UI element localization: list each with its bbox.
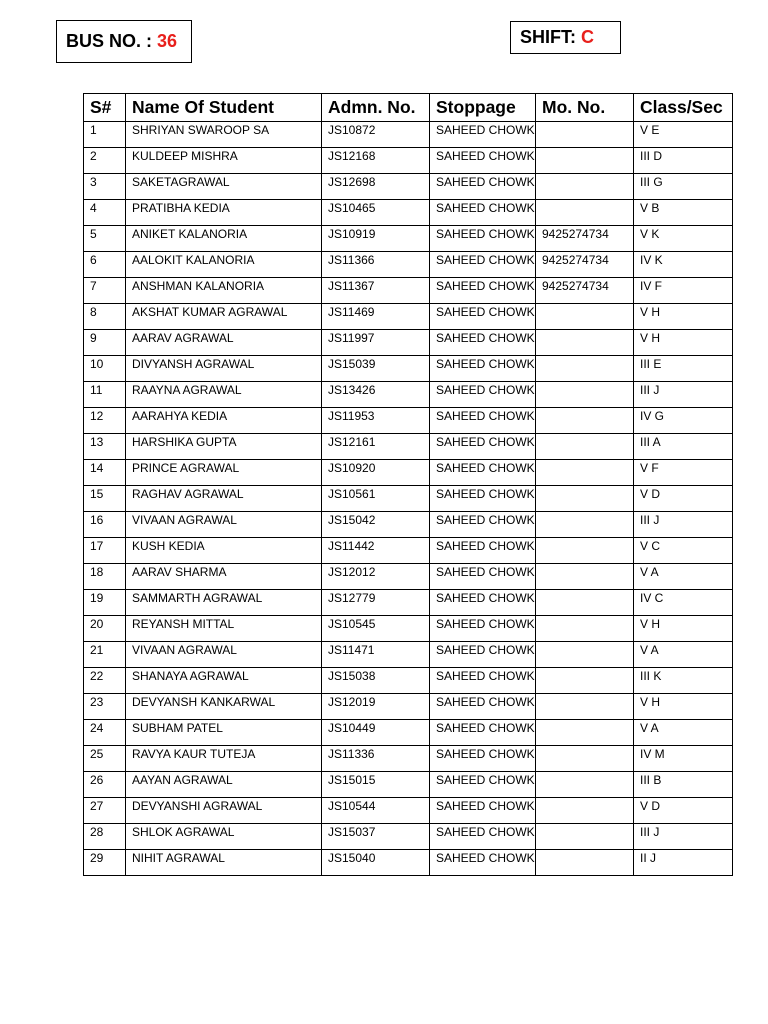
name-cell: SAMMARTH AGRAWAL xyxy=(126,590,322,616)
mobile-no-cell xyxy=(536,798,634,824)
mobile-no-cell xyxy=(536,564,634,590)
table-row xyxy=(84,382,733,408)
table-row xyxy=(84,694,733,720)
admission-no-cell: JS10545 xyxy=(322,616,430,642)
header-name: Name Of Student xyxy=(126,94,322,122)
mobile-no-cell xyxy=(536,122,634,148)
mobile-no-cell xyxy=(536,824,634,850)
name-cell: AARAHYA KEDIA xyxy=(126,408,322,434)
stoppage-cell: SAHEED CHOWK xyxy=(430,226,536,252)
table-row xyxy=(84,434,733,460)
admission-no-cell: JS10561 xyxy=(322,486,430,512)
serial-cell: 8 xyxy=(84,304,126,330)
table-row xyxy=(84,512,733,538)
mobile-no-cell xyxy=(536,720,634,746)
mobile-no-cell: 9425274734 xyxy=(536,252,634,278)
admission-no-cell: JS10919 xyxy=(322,226,430,252)
admission-no-cell: JS11366 xyxy=(322,252,430,278)
name-cell: ANSHMAN KALANORIA xyxy=(126,278,322,304)
class-sec-cell: IV F xyxy=(634,278,733,304)
class-sec-cell: V B xyxy=(634,200,733,226)
serial-cell: 24 xyxy=(84,720,126,746)
table-row xyxy=(84,590,733,616)
class-sec-cell: III K xyxy=(634,668,733,694)
admission-no-cell: JS12698 xyxy=(322,174,430,200)
class-sec-cell: V F xyxy=(634,460,733,486)
student-table xyxy=(83,93,733,876)
admission-no-cell: JS11442 xyxy=(322,538,430,564)
serial-cell: 18 xyxy=(84,564,126,590)
name-cell: VIVAAN AGRAWAL xyxy=(126,512,322,538)
admission-no-cell: JS15042 xyxy=(322,512,430,538)
table-row xyxy=(84,564,733,590)
class-sec-cell: III G xyxy=(634,174,733,200)
table-row xyxy=(84,720,733,746)
name-cell: ANIKET KALANORIA xyxy=(126,226,322,252)
serial-cell: 15 xyxy=(84,486,126,512)
serial-cell: 3 xyxy=(84,174,126,200)
mobile-no-cell xyxy=(536,148,634,174)
class-sec-cell: V C xyxy=(634,538,733,564)
header-admission-no: Admn. No. xyxy=(322,94,430,122)
bus-number-label: BUS NO. : xyxy=(66,31,153,51)
class-sec-cell: V D xyxy=(634,486,733,512)
serial-cell: 29 xyxy=(84,850,126,876)
name-cell: SHANAYA AGRAWAL xyxy=(126,668,322,694)
mobile-no-cell xyxy=(536,746,634,772)
name-cell: NIHIT AGRAWAL xyxy=(126,850,322,876)
table-row xyxy=(84,772,733,798)
serial-cell: 16 xyxy=(84,512,126,538)
stoppage-cell: SAHEED CHOWK xyxy=(430,772,536,798)
serial-cell: 14 xyxy=(84,460,126,486)
class-sec-cell: V H xyxy=(634,616,733,642)
mobile-no-cell xyxy=(536,616,634,642)
serial-cell: 4 xyxy=(84,200,126,226)
stoppage-cell: SAHEED CHOWK xyxy=(430,200,536,226)
mobile-no-cell xyxy=(536,772,634,798)
admission-no-cell: JS15037 xyxy=(322,824,430,850)
header-serial: S# xyxy=(84,94,126,122)
admission-no-cell: JS11953 xyxy=(322,408,430,434)
table-row xyxy=(84,200,733,226)
mobile-no-cell xyxy=(536,668,634,694)
serial-cell: 11 xyxy=(84,382,126,408)
admission-no-cell: JS12779 xyxy=(322,590,430,616)
admission-no-cell: JS15040 xyxy=(322,850,430,876)
name-cell: RAGHAV AGRAWAL xyxy=(126,486,322,512)
serial-cell: 13 xyxy=(84,434,126,460)
stoppage-cell: SAHEED CHOWK xyxy=(430,148,536,174)
name-cell: HARSHIKA GUPTA xyxy=(126,434,322,460)
serial-cell: 21 xyxy=(84,642,126,668)
serial-cell: 1 xyxy=(84,122,126,148)
class-sec-cell: IV K xyxy=(634,252,733,278)
class-sec-cell: III E xyxy=(634,356,733,382)
stoppage-cell: SAHEED CHOWK xyxy=(430,824,536,850)
stoppage-cell: SAHEED CHOWK xyxy=(430,538,536,564)
class-sec-cell: V D xyxy=(634,798,733,824)
class-sec-cell: V E xyxy=(634,122,733,148)
name-cell: RAVYA KAUR TUTEJA xyxy=(126,746,322,772)
name-cell: KULDEEP MISHRA xyxy=(126,148,322,174)
class-sec-cell: III B xyxy=(634,772,733,798)
table-row xyxy=(84,252,733,278)
mobile-no-cell xyxy=(536,486,634,512)
stoppage-cell: SAHEED CHOWK xyxy=(430,252,536,278)
stoppage-cell: SAHEED CHOWK xyxy=(430,746,536,772)
name-cell: VIVAAN AGRAWAL xyxy=(126,642,322,668)
class-sec-cell: III J xyxy=(634,824,733,850)
serial-cell: 20 xyxy=(84,616,126,642)
mobile-no-cell xyxy=(536,538,634,564)
name-cell: AARAV AGRAWAL xyxy=(126,330,322,356)
serial-cell: 10 xyxy=(84,356,126,382)
name-cell: AALOKIT KALANORIA xyxy=(126,252,322,278)
class-sec-cell: V A xyxy=(634,720,733,746)
class-sec-cell: V A xyxy=(634,564,733,590)
stoppage-cell: SAHEED CHOWK xyxy=(430,512,536,538)
table-row xyxy=(84,122,733,148)
mobile-no-cell xyxy=(536,408,634,434)
class-sec-cell: II J xyxy=(634,850,733,876)
class-sec-cell: V K xyxy=(634,226,733,252)
shift-label: SHIFT: xyxy=(520,27,576,47)
mobile-no-cell xyxy=(536,330,634,356)
admission-no-cell: JS11336 xyxy=(322,746,430,772)
serial-cell: 27 xyxy=(84,798,126,824)
stoppage-cell: SAHEED CHOWK xyxy=(430,408,536,434)
table-row xyxy=(84,304,733,330)
class-sec-cell: V H xyxy=(634,304,733,330)
table-row xyxy=(84,330,733,356)
table-row xyxy=(84,824,733,850)
serial-cell: 17 xyxy=(84,538,126,564)
table-row xyxy=(84,226,733,252)
table-row xyxy=(84,850,733,876)
shift-value: C xyxy=(581,27,594,47)
serial-cell: 6 xyxy=(84,252,126,278)
mobile-no-cell xyxy=(536,590,634,616)
serial-cell: 2 xyxy=(84,148,126,174)
admission-no-cell: JS12019 xyxy=(322,694,430,720)
stoppage-cell: SAHEED CHOWK xyxy=(430,434,536,460)
admission-no-cell: JS10449 xyxy=(322,720,430,746)
stoppage-cell: SAHEED CHOWK xyxy=(430,174,536,200)
class-sec-cell: V H xyxy=(634,330,733,356)
admission-no-cell: JS12168 xyxy=(322,148,430,174)
stoppage-cell: SAHEED CHOWK xyxy=(430,590,536,616)
table-row xyxy=(84,408,733,434)
class-sec-cell: V A xyxy=(634,642,733,668)
admission-no-cell: JS12161 xyxy=(322,434,430,460)
name-cell: AKSHAT KUMAR AGRAWAL xyxy=(126,304,322,330)
serial-cell: 26 xyxy=(84,772,126,798)
class-sec-cell: V H xyxy=(634,694,733,720)
serial-cell: 23 xyxy=(84,694,126,720)
table-row xyxy=(84,668,733,694)
serial-cell: 12 xyxy=(84,408,126,434)
stoppage-cell: SAHEED CHOWK xyxy=(430,616,536,642)
mobile-no-cell xyxy=(536,304,634,330)
stoppage-cell: SAHEED CHOWK xyxy=(430,382,536,408)
table-row xyxy=(84,278,733,304)
table-row xyxy=(84,356,733,382)
mobile-no-cell xyxy=(536,512,634,538)
admission-no-cell: JS12012 xyxy=(322,564,430,590)
stoppage-cell: SAHEED CHOWK xyxy=(430,356,536,382)
mobile-no-cell: 9425274734 xyxy=(536,278,634,304)
name-cell: DIVYANSH AGRAWAL xyxy=(126,356,322,382)
admission-no-cell: JS10465 xyxy=(322,200,430,226)
header-stoppage: Stoppage xyxy=(430,94,536,122)
name-cell: SHLOK AGRAWAL xyxy=(126,824,322,850)
admission-no-cell: JS11469 xyxy=(322,304,430,330)
name-cell: SUBHAM PATEL xyxy=(126,720,322,746)
serial-cell: 22 xyxy=(84,668,126,694)
stoppage-cell: SAHEED CHOWK xyxy=(430,642,536,668)
name-cell: SHRIYAN SWAROOP SA xyxy=(126,122,322,148)
table-row xyxy=(84,460,733,486)
mobile-no-cell xyxy=(536,434,634,460)
mobile-no-cell xyxy=(536,200,634,226)
stoppage-cell: SAHEED CHOWK xyxy=(430,486,536,512)
class-sec-cell: III D xyxy=(634,148,733,174)
table-header-row xyxy=(84,94,733,122)
class-sec-cell: III J xyxy=(634,382,733,408)
header-mobile-no: Mo. No. xyxy=(536,94,634,122)
stoppage-cell: SAHEED CHOWK xyxy=(430,278,536,304)
stoppage-cell: SAHEED CHOWK xyxy=(430,850,536,876)
stoppage-cell: SAHEED CHOWK xyxy=(430,798,536,824)
stoppage-cell: SAHEED CHOWK xyxy=(430,460,536,486)
name-cell: KUSH KEDIA xyxy=(126,538,322,564)
name-cell: AAYAN AGRAWAL xyxy=(126,772,322,798)
admission-no-cell: JS11471 xyxy=(322,642,430,668)
mobile-no-cell xyxy=(536,174,634,200)
header-class-sec: Class/Sec xyxy=(634,94,733,122)
name-cell: AARAV SHARMA xyxy=(126,564,322,590)
class-sec-cell: III A xyxy=(634,434,733,460)
table-row xyxy=(84,798,733,824)
admission-no-cell: JS10920 xyxy=(322,460,430,486)
mobile-no-cell xyxy=(536,460,634,486)
stoppage-cell: SAHEED CHOWK xyxy=(430,564,536,590)
name-cell: DEVYANSHI AGRAWAL xyxy=(126,798,322,824)
name-cell: PRINCE AGRAWAL xyxy=(126,460,322,486)
serial-cell: 19 xyxy=(84,590,126,616)
serial-cell: 25 xyxy=(84,746,126,772)
mobile-no-cell: 9425274734 xyxy=(536,226,634,252)
table-row xyxy=(84,746,733,772)
serial-cell: 28 xyxy=(84,824,126,850)
mobile-no-cell xyxy=(536,382,634,408)
class-sec-cell: IV G xyxy=(634,408,733,434)
table-row xyxy=(84,616,733,642)
admission-no-cell: JS10872 xyxy=(322,122,430,148)
table-row xyxy=(84,486,733,512)
admission-no-cell: JS15038 xyxy=(322,668,430,694)
name-cell: SAKETAGRAWAL xyxy=(126,174,322,200)
mobile-no-cell xyxy=(536,850,634,876)
class-sec-cell: IV M xyxy=(634,746,733,772)
stoppage-cell: SAHEED CHOWK xyxy=(430,122,536,148)
shift-box xyxy=(510,21,621,54)
name-cell: PRATIBHA KEDIA xyxy=(126,200,322,226)
admission-no-cell: JS10544 xyxy=(322,798,430,824)
bus-number-box xyxy=(56,20,192,63)
stoppage-cell: SAHEED CHOWK xyxy=(430,304,536,330)
class-sec-cell: III J xyxy=(634,512,733,538)
serial-cell: 7 xyxy=(84,278,126,304)
table-row xyxy=(84,642,733,668)
stoppage-cell: SAHEED CHOWK xyxy=(430,720,536,746)
class-sec-cell: IV C xyxy=(634,590,733,616)
serial-cell: 9 xyxy=(84,330,126,356)
serial-cell: 5 xyxy=(84,226,126,252)
admission-no-cell: JS11367 xyxy=(322,278,430,304)
mobile-no-cell xyxy=(536,356,634,382)
bus-number-value: 36 xyxy=(157,31,178,51)
mobile-no-cell xyxy=(536,694,634,720)
name-cell: REYANSH MITTAL xyxy=(126,616,322,642)
name-cell: DEVYANSH KANKARWAL xyxy=(126,694,322,720)
admission-no-cell: JS15039 xyxy=(322,356,430,382)
name-cell: RAAYNA AGRAWAL xyxy=(126,382,322,408)
stoppage-cell: SAHEED CHOWK xyxy=(430,668,536,694)
admission-no-cell: JS13426 xyxy=(322,382,430,408)
stoppage-cell: SAHEED CHOWK xyxy=(430,694,536,720)
admission-no-cell: JS15015 xyxy=(322,772,430,798)
mobile-no-cell xyxy=(536,642,634,668)
table-row xyxy=(84,148,733,174)
table-row xyxy=(84,538,733,564)
admission-no-cell: JS11997 xyxy=(322,330,430,356)
table-row xyxy=(84,174,733,200)
stoppage-cell: SAHEED CHOWK xyxy=(430,330,536,356)
